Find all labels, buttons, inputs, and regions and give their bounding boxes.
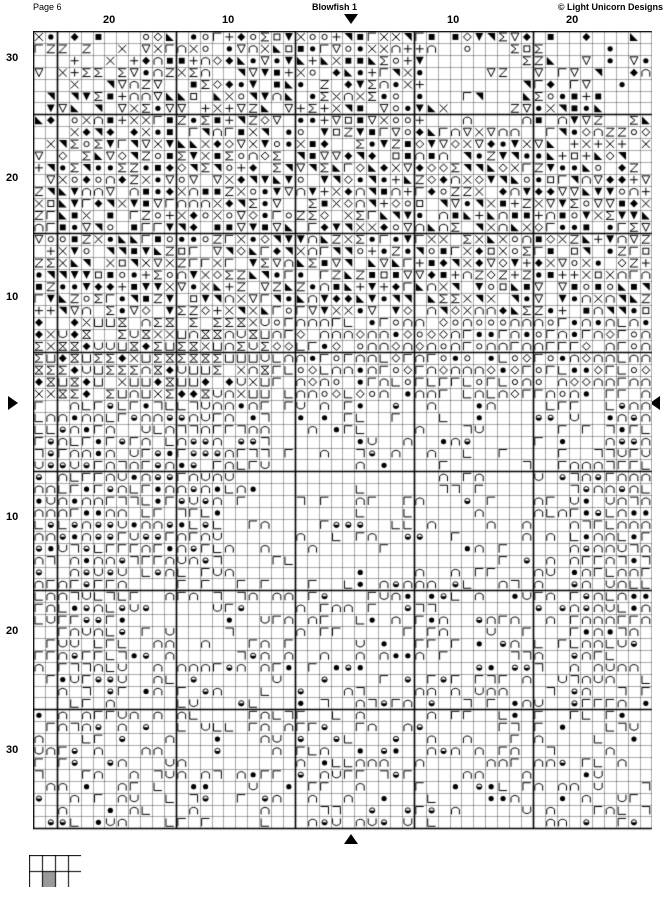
column-label-2: 10 bbox=[447, 14, 460, 26]
row-label-1: 20 bbox=[6, 172, 19, 184]
page-label: Page 6 bbox=[33, 2, 62, 12]
row-label-4: 20 bbox=[6, 625, 19, 637]
top-center-arrow bbox=[344, 14, 358, 24]
page-title: Blowfish 1 bbox=[311, 2, 357, 12]
row-label-5: 30 bbox=[6, 744, 19, 756]
column-label-1: 10 bbox=[222, 14, 235, 26]
stitch-key-canvas bbox=[29, 855, 81, 887]
row-label-2: 10 bbox=[6, 291, 19, 303]
cross-stitch-pattern-grid bbox=[33, 31, 652, 831]
stitch-key-swatch bbox=[29, 855, 81, 887]
pattern-canvas bbox=[33, 31, 652, 831]
bottom-center-arrow bbox=[344, 834, 358, 844]
column-label-0: 20 bbox=[103, 14, 116, 26]
column-label-3: 20 bbox=[566, 14, 579, 26]
copyright-notice: © Light Unicorn Designs bbox=[557, 2, 663, 12]
row-label-3: 10 bbox=[6, 511, 19, 523]
left-center-arrow bbox=[8, 396, 18, 410]
row-label-0: 30 bbox=[6, 52, 19, 64]
